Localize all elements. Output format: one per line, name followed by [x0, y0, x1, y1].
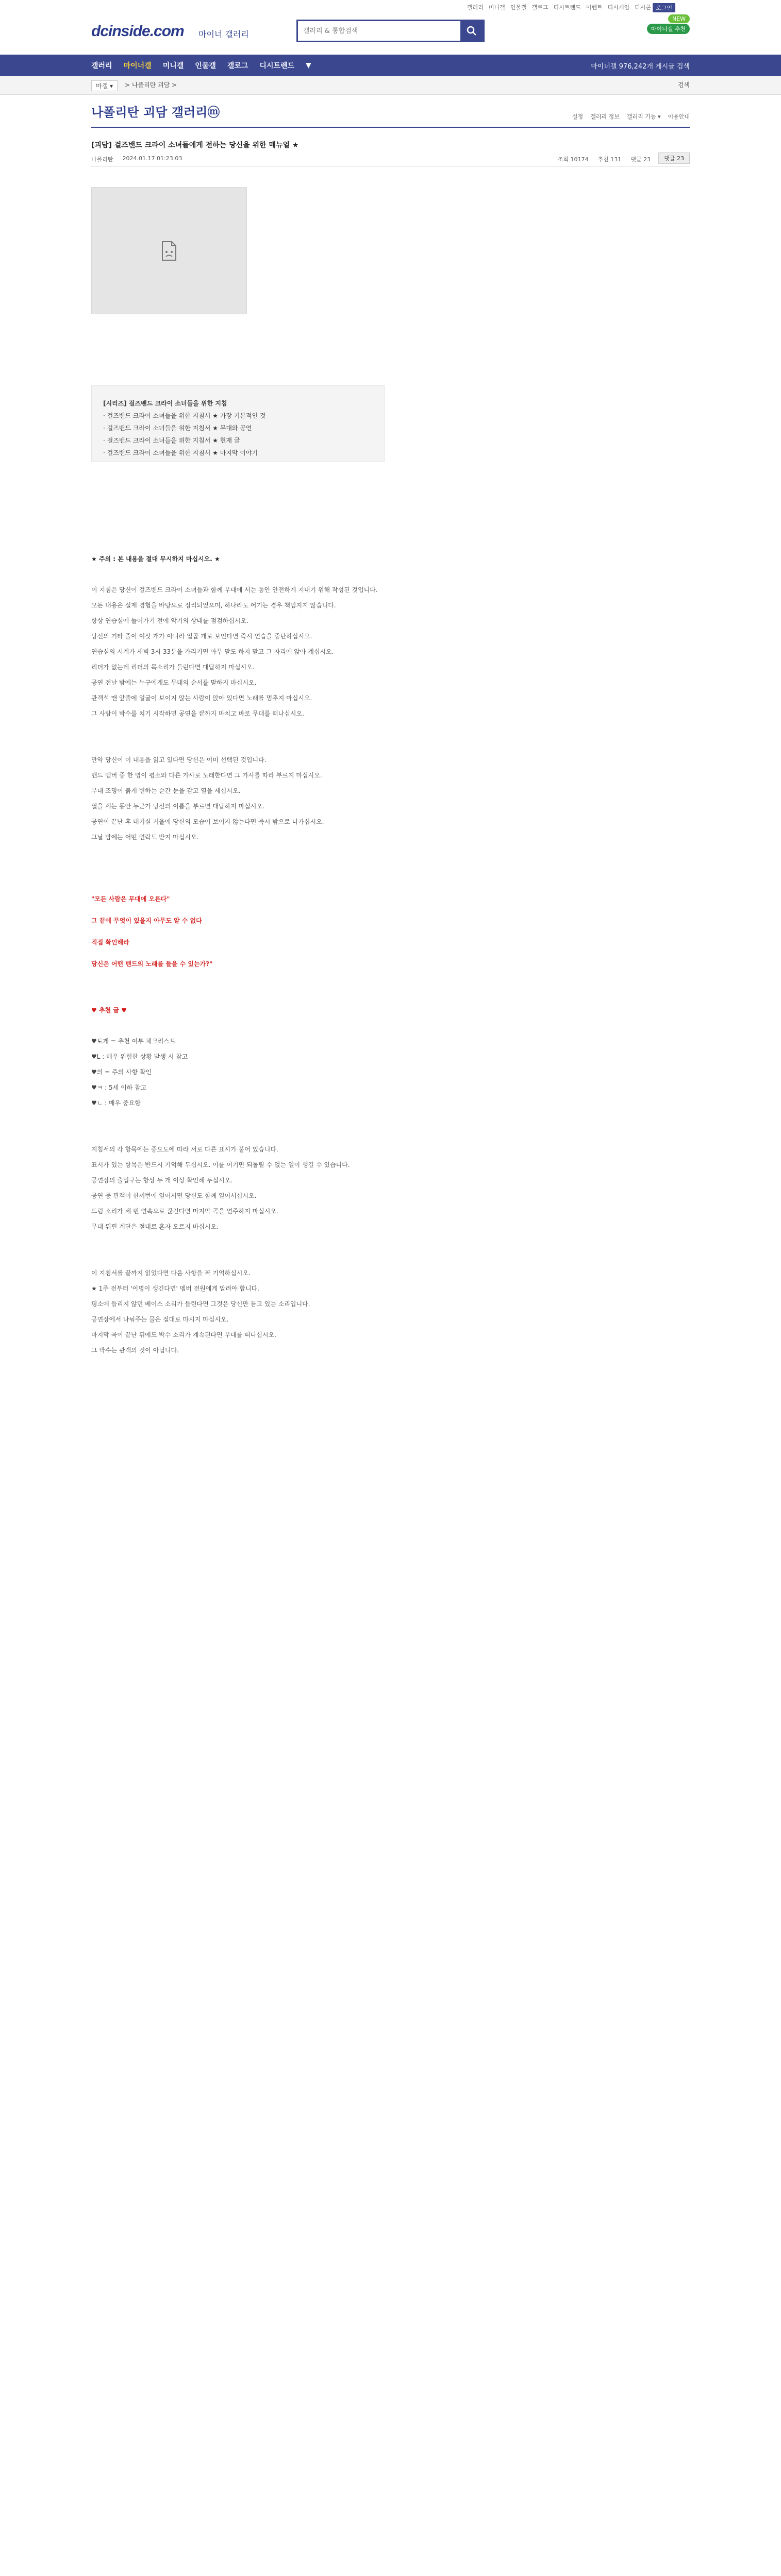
body-line: 만약 당신이 이 내용을 읽고 있다면 당신은 이미 선택된 것입니다. [91, 756, 267, 764]
notice-item[interactable]: · 걸즈밴드 크라이 소녀들을 위한 지침서 ★ 가장 기본적인 것 [103, 412, 266, 419]
post-author[interactable]: 나폴리탄 [91, 156, 113, 163]
heart-line: ♥ 추천 글 ♥ [91, 1007, 127, 1014]
nav-item-gallog[interactable]: 갤로그 [227, 62, 248, 70]
nav-post-count: 마이너갤 976,242개 게시글 검색 [591, 63, 690, 71]
body-line: 공연장에서 나눠주는 물은 절대로 마시지 마십시오. [91, 1316, 229, 1323]
search-input[interactable] [298, 21, 460, 41]
breadcrumb[interactable]: > 나폴리탄 괴담 > [125, 81, 177, 89]
body-line: 공연 중 관객이 한꺼번에 일어서면 당신도 함께 일어서십시오. [91, 1192, 257, 1199]
nav-item-trend[interactable]: 디시트렌드 [259, 62, 295, 70]
gallery-tool[interactable]: 갤러리 정보 [590, 113, 620, 120]
gallery-tools [572, 112, 690, 121]
body-line: 표시가 있는 항목은 반드시 기억해 두십시오. 이를 어기면 되돌릴 수 없는 일이 생길 수 있습니다. [91, 1161, 350, 1168]
red-line: 직접 확인해라 [91, 939, 129, 946]
legend-line: ♥의 = 주의 사항 확인 [91, 1069, 152, 1076]
body-line: 이 지침서를 끝까지 읽었다면 다음 사항을 꼭 기억하십시오. [91, 1269, 251, 1277]
top-link[interactable]: 이벤트 [586, 4, 603, 11]
legend-line: ♥ㄴ : 매우 중요함 [91, 1099, 141, 1107]
body-line: 평소에 들리지 않던 베이스 소리가 들린다면 그것은 당신만 듣고 있는 소리입니다. [91, 1300, 310, 1308]
top-link[interactable]: 미니갤 [488, 4, 505, 11]
body-line: 무대 뒤편 계단은 절대로 혼자 오르지 마십시오. [91, 1223, 219, 1230]
site-logo-sub[interactable]: 마이너 갤러리 [198, 29, 249, 39]
main-nav [0, 55, 781, 76]
body-line: 마지막 곡이 끝난 뒤에도 박수 소리가 계속된다면 무대를 떠나십시오. [91, 1331, 276, 1338]
body-line: ★ 1주 전부터 '이명이 생긴다면' 멤버 전원에게 알려야 합니다. [91, 1285, 259, 1292]
legend-line: ♥L : 매우 위험한 상황 발생 시 참고 [91, 1053, 188, 1060]
top-links [466, 3, 652, 11]
search-button[interactable] [460, 21, 483, 41]
series-notice [91, 385, 385, 462]
gallery-title[interactable]: 나폴리탄 괴담 갤러리ⓜ [91, 105, 220, 120]
body-line: 리더가 없는데 리더의 목소리가 들린다면 대답하지 마십시오. [91, 664, 255, 671]
top-link[interactable]: 디시트렌드 [553, 4, 581, 11]
body-line: 공연장의 출입구는 항상 두 개 이상 확인해 두십시오. [91, 1177, 232, 1184]
legend-line: ♥ㅋ : 5세 이하 참고 [91, 1084, 147, 1091]
top-link[interactable]: 갤러리 [467, 4, 484, 11]
gallery-tool[interactable]: 이용안내 [668, 113, 690, 120]
body-line: 무대 조명이 붉게 변하는 순간 눈을 감고 열을 세십시오. [91, 787, 241, 794]
body-line: 열을 세는 동안 누군가 당신의 이름을 부르면 대답하지 마십시오. [91, 803, 264, 810]
recommend-count: 추천 131 [597, 156, 622, 163]
post-image[interactable] [91, 187, 247, 314]
nav-item-minor[interactable]: 마이너갤 [123, 62, 152, 70]
notice-item[interactable]: · 걸즈밴드 크라이 소녀들을 위한 지침서 ★ 현재 글 [103, 437, 240, 444]
body-line: 그 사람이 박수를 치기 시작하면 공연을 끝까지 마치고 바로 무대를 떠나십시오. [91, 710, 304, 717]
body-line: 그 박수는 관객의 것이 아닙니다. [91, 1347, 179, 1354]
login-button[interactable]: 로그인 [653, 3, 675, 12]
body-line: 드럼 소리가 세 번 연속으로 끊긴다면 마지막 곡을 연주하지 마십시오. [91, 1208, 278, 1215]
top-link[interactable]: 인물갤 [510, 4, 527, 11]
notice-item[interactable]: · 걸즈밴드 크라이 소녀들을 위한 지침서 ★ 마지막 이야기 [103, 449, 258, 456]
new-badge[interactable]: NEW [668, 14, 690, 23]
warning-line: ★ 주의 : 본 내용을 절대 무시하지 마십시오. ★ [91, 555, 220, 563]
notice-title: [시리즈] 걸즈밴드 크라이 소녀들을 위한 지침 [103, 400, 227, 407]
post-title: [괴담] 걸즈밴드 크라이 소녀들에게 전하는 당신을 위한 매뉴얼 ★ [91, 141, 299, 149]
post-body [91, 551, 504, 1358]
crumb-search[interactable]: 검색 [677, 81, 690, 89]
top-link[interactable]: 디시콘 [635, 4, 651, 11]
breadcrumb-bar [0, 76, 781, 95]
red-line: 당신은 어떤 밴드의 노래를 들을 수 있는가?" [91, 960, 213, 968]
body-line: 관객석 맨 앞줄에 얼굴이 보이지 않는 사람이 앉아 있다면 노래를 멈추지 마십시오. [91, 694, 312, 702]
chevron-down-icon[interactable]: ▼ [306, 61, 311, 70]
search-icon [467, 26, 477, 36]
legend-line: ♥토게 = 추천 여부 체크리스트 [91, 1038, 176, 1045]
notice-item[interactable]: · 걸즈밴드 크라이 소녀들을 위한 지침서 ★ 무대와 공연 [103, 425, 252, 432]
post-stats [558, 155, 651, 163]
recommend-badge[interactable]: 마이너갤 추천 [647, 24, 690, 34]
divider [91, 127, 690, 128]
gallery-tool[interactable]: 설정 [572, 113, 584, 120]
site-logo[interactable]: dcinside.com [91, 23, 184, 40]
nav-item-person[interactable]: 인물갤 [195, 62, 216, 70]
body-line: 밴드 멤버 중 한 명이 평소와 다른 가사로 노래한다면 그 가사를 따라 부르지 마십시오. [91, 772, 322, 779]
body-line: 그날 밤에는 어떤 연락도 받지 마십시오. [91, 834, 199, 841]
body-line: 지침서의 각 항목에는 중요도에 따라 서로 다른 표시가 붙어 있습니다. [91, 1146, 278, 1153]
search-bar [296, 20, 485, 42]
broken-image-icon [160, 241, 178, 261]
body-line: 항상 연습실에 들어가기 전에 악기의 상태를 점검하십시오. [91, 617, 248, 624]
comment-button[interactable]: 댓글 23 [658, 152, 690, 164]
body-line: 공연 전날 밤에는 누구에게도 무대의 순서를 말하지 마십시오. [91, 679, 257, 686]
view-count: 조회 10174 [557, 156, 589, 163]
top-link[interactable]: 갤로그 [531, 4, 549, 11]
body-line: 연습실의 시계가 새벽 3시 33분을 가리키면 아무 말도 하지 말고 그 자리에 앉아 계십시오. [91, 648, 334, 655]
body-line: 이 지침은 당신이 걸즈밴드 크라이 소녀들과 함께 무대에 서는 동안 안전하게 지내기 위해 작성된 것입니다. [91, 586, 378, 594]
post-date: 2024.01.17 01:23:03 [122, 155, 182, 162]
body-line: 공연이 끝난 후 대기실 거울에 당신의 모습이 보이지 않는다면 즉시 밖으로 나가십시오. [91, 818, 324, 825]
post-meta [91, 155, 182, 163]
red-line: 그 끝에 무엇이 있을지 아무도 알 수 없다 [91, 917, 202, 924]
gallery-tool[interactable]: 갤러리 기능 ▾ [626, 113, 661, 120]
nav-item-mini[interactable]: 미니갤 [162, 62, 184, 70]
top-link[interactable]: 디시게임 [607, 4, 630, 11]
red-line: "모든 사람은 무대에 오른다" [91, 895, 170, 903]
gallery-select[interactable]: 마갤 ▾ [91, 80, 118, 91]
body-line: 당신의 기타 줄이 여섯 개가 아니라 일곱 개로 보인다면 즉시 연습을 중단하십시오. [91, 633, 312, 640]
comment-count: 댓글 23 [630, 156, 651, 163]
nav-item-gallery[interactable]: 갤러리 [91, 62, 112, 70]
body-line: 모든 내용은 실제 경험을 바탕으로 정리되었으며, 하나라도 어기는 경우 책임지지 않습니다. [91, 602, 336, 609]
